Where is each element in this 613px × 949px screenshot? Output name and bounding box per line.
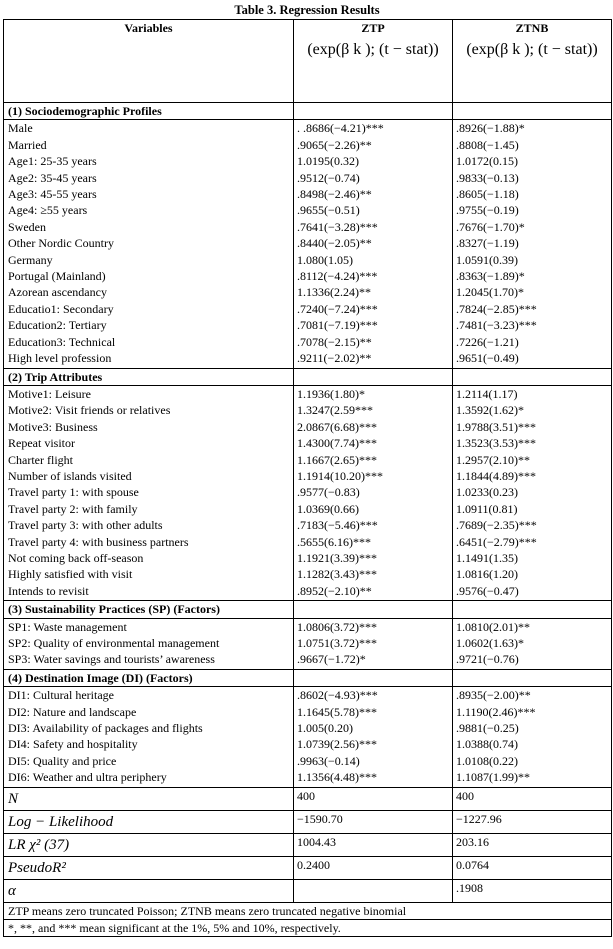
section-body-row (4, 385, 612, 600)
ztp-value: 1.1914(10.20)*** (297, 468, 383, 483)
regression-table-figure (3, 2, 611, 937)
ztp-value: .9577(−0.83) (297, 485, 360, 500)
section-empty-cell (453, 601, 612, 618)
ztp-value: .9512(−0.74) (297, 170, 360, 185)
statistic-row (4, 810, 612, 833)
section-empty-cell (453, 368, 612, 385)
statistic-label: Log − Likelihood (4, 810, 294, 833)
header-ztnb-stat: (exp(β k ); (t − stat)) (466, 41, 598, 59)
section-title: (1) Sociodemographic Profiles (4, 103, 294, 120)
variable-name: Azorean ascendancy (8, 285, 107, 300)
variable-name: Travel party 4: with business partners (8, 534, 189, 549)
ztnb-value: 1.1491(1.35) (456, 550, 518, 565)
ztp-cell (294, 618, 453, 669)
statistic-label: N (4, 787, 294, 810)
variable-name: SP1: Waste management (8, 619, 127, 634)
statistic-ztp-value (294, 879, 453, 902)
ztp-value: .9211(−2.02)** (297, 351, 372, 366)
statistic-ztp-value: 400 (294, 787, 453, 810)
section-body-row (4, 618, 612, 669)
section-body-row (4, 687, 612, 787)
section-header-row (4, 669, 612, 686)
variable-name: Highly satisfied with visit (8, 567, 133, 582)
variable-name: Not coming back off-season (8, 550, 144, 565)
ztp-value: .7081(−7.19)*** (297, 318, 378, 333)
ztp-value: .7078(−2.15)** (297, 334, 372, 349)
ztp-value: 1.1921(3.39)*** (297, 550, 377, 565)
variable-cell (4, 120, 294, 368)
ztnb-value: .9576(−0.47) (456, 583, 519, 598)
variable-name: Travel party 1: with spouse (8, 485, 139, 500)
ztnb-value: .7689(−2.35)*** (456, 518, 537, 533)
statistic-ztp-value: 1004.43 (294, 833, 453, 856)
ztp-value: .8498(−2.46)** (297, 187, 372, 202)
ztp-value: 1.0751(3.72)*** (297, 636, 377, 650)
variable-name: Other Nordic Country (8, 236, 114, 251)
ztnb-value: .8363(−1.89)* (456, 269, 525, 284)
ztp-value: 1.0195(0.32) (297, 154, 359, 169)
ztnb-value: .8808(−1.45) (456, 137, 519, 152)
header-ztnb: ZTNB (exp(β k ); (t − stat)) (453, 20, 612, 103)
variable-name: SP2: Quality of environmental management (8, 636, 220, 650)
ztnb-value: 1.3523(3.53)*** (456, 436, 536, 451)
header-row (4, 20, 612, 103)
section-empty-cell (294, 669, 453, 686)
ztp-value: 1.1667(2.65)*** (297, 452, 377, 467)
statistic-ztnb-value: 400 (453, 787, 612, 810)
ztnb-value: 1.2957(2.10)** (456, 452, 530, 467)
ztp-value: 1.4300(7.74)*** (297, 436, 377, 451)
ztp-value: .8952(−2.10)** (297, 583, 372, 598)
ztnb-cell (453, 120, 612, 368)
variable-name: Education3: Technical (8, 334, 116, 349)
variable-name: Married (8, 137, 47, 152)
variable-cell (4, 385, 294, 600)
header-ztp-stat: (exp(β k ); (t − stat)) (307, 41, 439, 59)
ztp-value: .9065(−2.26)** (297, 137, 372, 152)
section-empty-cell (294, 368, 453, 385)
section-title: (4) Destination Image (DI) (Factors) (4, 669, 294, 686)
ztp-value: .8602(−4.93)*** (297, 688, 378, 703)
statistic-ztp-value: 0.2400 (294, 856, 453, 879)
variable-name: Education2: Tertiary (8, 318, 107, 333)
statistic-row (4, 833, 612, 856)
ztp-value: 1.1936(1.80)* (297, 386, 365, 401)
statistic-label: LR χ² (37) (4, 833, 294, 856)
ztp-value: .5655(6.16)*** (297, 534, 371, 549)
ztp-value: 1.005(0.20) (297, 721, 353, 736)
ztnb-value: 1.0591(0.39) (456, 252, 518, 267)
variable-name: Travel party 2: with family (8, 501, 138, 516)
statistic-ztnb-value: −1227.96 (453, 810, 612, 833)
ztp-value: .9963(−0.14) (297, 753, 360, 768)
ztnb-value: 1.0816(1.20) (456, 567, 518, 582)
variable-name: Charter flight (8, 452, 73, 467)
section-empty-cell (453, 669, 612, 686)
variable-cell (4, 687, 294, 787)
statistic-row (4, 856, 612, 879)
table-caption: Table 3. Regression Results (234, 3, 380, 17)
ztp-value: 1.1356(4.48)*** (297, 770, 377, 785)
ztnb-value: .9721(−0.76) (456, 652, 519, 667)
variable-name: Male (8, 121, 33, 136)
ztp-value: .9655(−0.51) (297, 203, 360, 218)
ztp-cell (294, 120, 453, 368)
variable-name: Repeat visitor (8, 436, 75, 451)
ztp-value: 2.0867(6.68)*** (297, 419, 377, 434)
ztnb-value: 1.2045(1.70)* (456, 285, 524, 300)
regression-table (3, 19, 612, 937)
ztnb-cell (453, 687, 612, 787)
ztnb-value: .8327(−1.19) (456, 236, 519, 251)
ztnb-cell (453, 618, 612, 669)
statistic-ztnb-value: 203.16 (453, 833, 612, 856)
ztp-value: 1.3247(2.59*** (297, 403, 373, 418)
ztnb-value: 1.2114(1.17) (456, 386, 518, 401)
variable-name: Intends to revisit (8, 583, 89, 598)
ztnb-value: .8605(−1.18) (456, 187, 519, 202)
ztp-value: . .8686(−4.21)*** (297, 121, 384, 136)
ztp-value: .8440(−2.05)** (297, 236, 372, 251)
ztnb-value: 1.1844(4.89)*** (456, 468, 536, 483)
variable-name: Motive3: Business (8, 419, 98, 434)
section-title: (3) Sustainability Practices (SP) (Factors) (4, 601, 294, 618)
section-header-row (4, 368, 612, 385)
ztp-value: .7240(−7.24)*** (297, 301, 378, 316)
ztnb-value: .7481(−3.23)*** (456, 318, 537, 333)
ztnb-value: 1.3592(1.62)* (456, 403, 524, 418)
section-header-row (4, 103, 612, 120)
ztnb-value: .8926(−1.88)* (456, 121, 525, 136)
ztp-value: .9667(−1.72)* (297, 652, 366, 667)
section-title: (2) Trip Attributes (4, 368, 294, 385)
footnote-text: *, **, and *** mean significant at the 1%, 5% and 10%, respectively. (4, 919, 612, 936)
section-body-row (4, 120, 612, 368)
variable-name: DI6: Weather and ultra periphery (8, 770, 167, 785)
variable-name: Travel party 3: with other adults (8, 518, 163, 533)
statistic-row (4, 879, 612, 902)
ztp-value: 1.080(1.05) (297, 252, 353, 267)
variable-name: Motive2: Visit friends or relatives (8, 403, 171, 418)
variable-name: DI1: Cultural heritage (8, 688, 114, 703)
ztnb-value: .7226(−1.21) (456, 334, 519, 349)
ztnb-cell (453, 385, 612, 600)
variable-name: SP3: Water savings and tourists’ awareness (8, 652, 215, 667)
variable-name: DI3: Availability of packages and flights (8, 721, 203, 736)
ztnb-value: 1.0602(1.63)* (456, 636, 524, 650)
statistic-label: PseudoR² (4, 856, 294, 879)
variable-name: Motive1: Leisure (8, 386, 91, 401)
ztnb-value: 1.1190(2.46)*** (456, 704, 536, 719)
ztnb-value: 1.0810(2.01)** (456, 619, 530, 634)
ztnb-value: .6451(−2.79)*** (456, 534, 537, 549)
footnote-row (4, 919, 612, 936)
variable-name: Number of islands visited (8, 468, 132, 483)
ztp-value: 1.0806(3.72)*** (297, 619, 377, 634)
ztp-cell (294, 385, 453, 600)
ztp-value: 1.0739(2.56)*** (297, 737, 377, 752)
ztnb-value: 1.0172(0.15) (456, 154, 518, 169)
variable-name: Age4: ≥55 years (8, 203, 88, 218)
variable-name: Sweden (8, 219, 46, 234)
ztnb-value: .9833(−0.13) (456, 170, 519, 185)
ztnb-value: 1.9788(3.51)*** (456, 419, 536, 434)
ztnb-value: .7676(−1.70)* (456, 219, 525, 234)
ztnb-value: 1.0108(0.22) (456, 753, 518, 768)
ztnb-value: .9651(−0.49) (456, 351, 519, 366)
ztp-value: .7183(−5.46)*** (297, 518, 378, 533)
ztp-value: .8112(−4.24)*** (297, 269, 378, 284)
variable-name: Age2: 35-45 years (8, 170, 97, 185)
footnote-text: ZTP means zero truncated Poisson; ZTNB means zero truncated negative binomial (4, 902, 612, 919)
variable-name: Educatio1: Secondary (8, 301, 114, 316)
section-header-row (4, 601, 612, 618)
statistic-label: α (4, 879, 294, 902)
ztp-value: 1.1336(2.24)** (297, 285, 371, 300)
ztnb-value: 1.0911(0.81) (456, 501, 518, 516)
statistic-row (4, 787, 612, 810)
ztnb-value: 1.0233(0.23) (456, 485, 518, 500)
header-variables: Variables (4, 20, 294, 103)
variable-name: Germany (8, 252, 53, 267)
section-empty-cell (294, 601, 453, 618)
ztp-value: 1.1645(5.78)*** (297, 704, 377, 719)
ztp-cell (294, 687, 453, 787)
ztnb-value: .7824(−2.85)*** (456, 301, 537, 316)
statistic-ztp-value: −1590.70 (294, 810, 453, 833)
variable-name: Portugal (Mainland) (8, 269, 106, 284)
statistic-ztnb-value: 0.0764 (453, 856, 612, 879)
variable-name: Age3: 45-55 years (8, 187, 97, 202)
ztnb-value: .9755(−0.19) (456, 203, 519, 218)
ztp-value: .7641(−3.28)*** (297, 219, 378, 234)
variable-name: DI5: Quality and price (8, 753, 117, 768)
header-ztp: ZTP (exp(β k ); (t − stat)) (294, 20, 453, 103)
section-empty-cell (294, 103, 453, 120)
variable-name: Age1: 25-35 years (8, 154, 97, 169)
variable-cell (4, 618, 294, 669)
ztnb-value: .9881(−0.25) (456, 721, 519, 736)
ztnb-value: 1.1087(1.99)** (456, 770, 530, 785)
variable-name: DI2: Nature and landscape (8, 704, 137, 719)
section-empty-cell (453, 103, 612, 120)
footnote-row (4, 902, 612, 919)
ztnb-value: .8935(−2.00)** (456, 688, 531, 703)
ztp-value: 1.0369(0.66) (297, 501, 359, 516)
statistic-ztnb-value: .1908 (453, 879, 612, 902)
ztp-value: 1.1282(3.43)*** (297, 567, 377, 582)
variable-name: DI4: Safety and hospitality (8, 737, 138, 752)
variable-name: High level profession (8, 351, 112, 366)
ztnb-value: 1.0388(0.74) (456, 737, 518, 752)
